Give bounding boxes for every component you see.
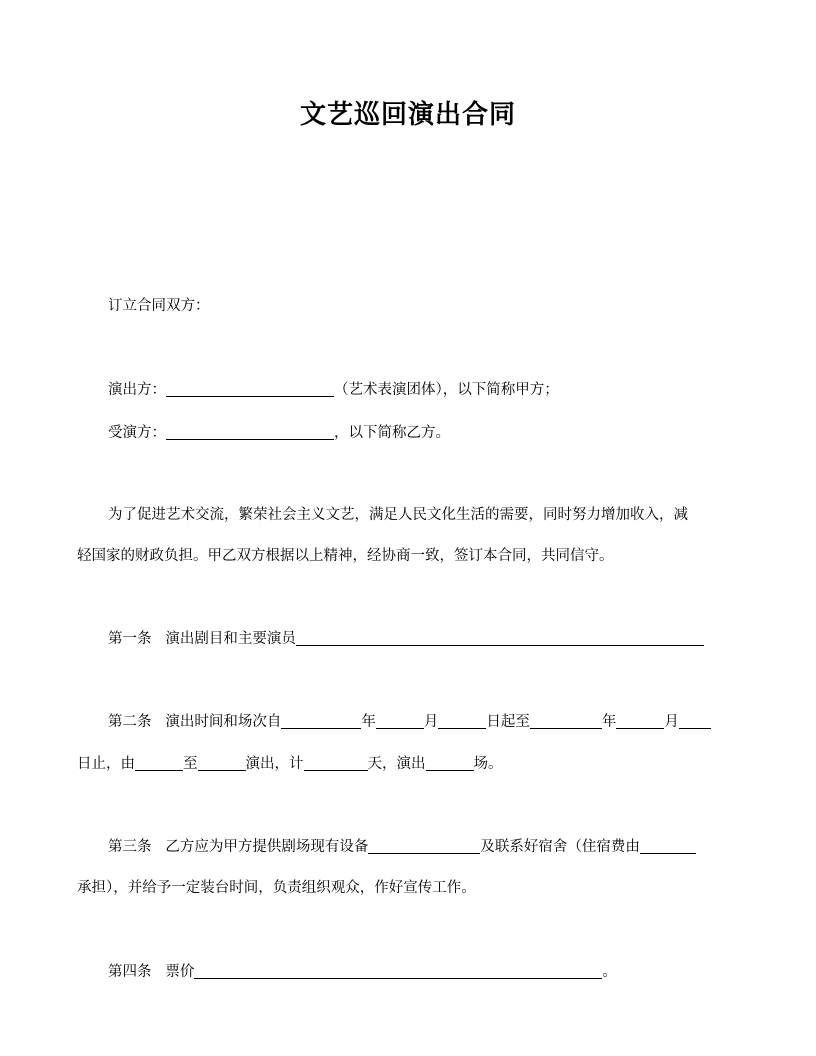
program-and-actors-field[interactable] [296,629,704,646]
article-3-line-2: 承担），并给予一定装台时间，负责组织观众，作好宣传工作。 [77,880,476,896]
year-label-2: 年 [601,714,617,730]
preamble-line-1: 为了促进艺术交流，繁荣社会主义文艺，满足人民文化生活的需要，同时努力增加收入，减 [108,507,688,523]
host-suffix: ，以下简称乙方。 [334,425,450,441]
days-label: 天，演出 [367,756,426,772]
day-from-label: 日起至 [486,714,530,730]
article-3-text: 乙方应为甲方提供剧场现有设备 [165,839,369,855]
year-label: 年 [361,714,376,730]
host-name-field[interactable] [166,423,334,440]
article-4-text: 票价 [165,964,195,980]
article-1 [108,629,704,649]
article-4-end: 。 [602,964,617,980]
performer-suffix: （艺术表演团体），以下简称甲方； [334,382,559,398]
to-label: 至 [183,756,198,772]
month-label-2: 月 [664,714,679,730]
article-1-number: 第一条 [108,631,152,647]
lodging-payer-field[interactable] [640,837,696,854]
article-2 [108,712,711,732]
start-day-field[interactable] [438,712,486,729]
start-month-field[interactable] [376,712,424,729]
end-day-field[interactable] [679,712,711,729]
end-month-field[interactable] [616,712,664,729]
day-to-label: 日止，由 [77,756,135,772]
article-1-text: 演出剧目和主要演员 [165,631,296,647]
end-year-field[interactable] [530,712,602,729]
article-2-continued [77,754,503,774]
article-3-mid: 及联系好宿舍（住宿费由 [480,839,640,855]
host-label: 受演方： [108,425,166,441]
article-2-number: 第二条 [108,714,152,730]
document-title: 文艺巡回演出合同 [299,100,516,130]
from-location-field[interactable] [135,754,183,771]
to-location-field[interactable] [198,754,246,771]
performer-line [108,380,559,400]
start-year-field[interactable] [281,712,361,729]
shows-count-field[interactable] [426,754,474,771]
article-4 [108,962,617,982]
article-2-text: 演出时间和场次自 [165,714,282,730]
article-4-number: 第四条 [108,964,152,980]
preamble-line-2: 轻国家的财政负担。甲乙双方根据以上精神，经协商一致，签订本合同，共同信守。 [77,548,614,564]
equipment-field[interactable] [368,837,480,854]
article-3 [108,837,696,857]
performer-name-field[interactable] [166,380,334,397]
article-3-number: 第三条 [108,839,152,855]
ticket-price-field[interactable] [194,962,602,979]
days-count-field[interactable] [304,754,368,771]
perform-count-label: 演出，计 [245,756,304,772]
host-line [108,423,450,443]
shows-label: 场。 [473,756,503,772]
month-label: 月 [423,714,439,730]
parties-heading: 订立合同双方： [108,298,210,314]
performer-label: 演出方： [108,382,166,398]
